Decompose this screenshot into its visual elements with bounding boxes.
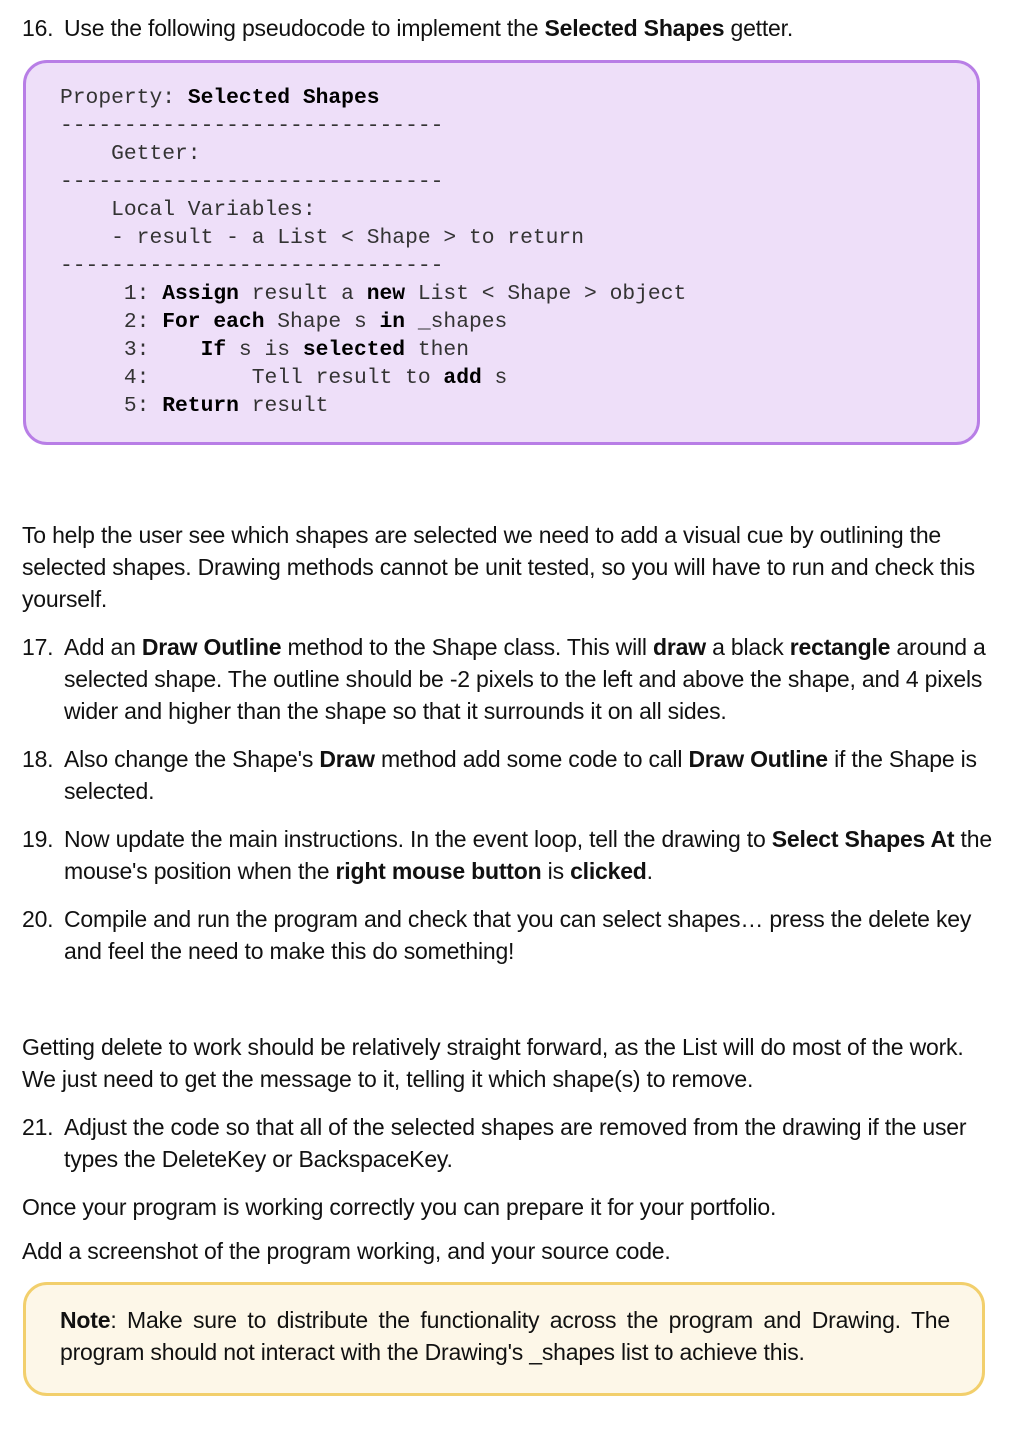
code-line-4: 4: Tell result to add s (60, 366, 508, 390)
step-21 (22, 1111, 997, 1175)
step-text-part: Use the following pseudocode to implement the (64, 15, 545, 41)
pseudocode-block (60, 84, 686, 420)
step-16 (22, 12, 997, 44)
step-17 (22, 631, 997, 727)
property-name: Selected Shapes (187, 86, 380, 110)
step-20 (22, 903, 997, 967)
step-text: Add an Draw Outline method to the Shape class. This will draw a black rectangle around a selected shape. The outline should be -2 pixels to the left and above the shape, and 4 pixels wider and higher than the shape so that it surrounds it on all sides. (64, 634, 986, 724)
local-variables-label: Local Variables: (60, 198, 316, 222)
getter-label: Getter: (60, 142, 201, 166)
note-label: Note (60, 1307, 111, 1333)
divider-line: ------------------------------ (60, 254, 444, 278)
step-text: Now update the main instructions. In the event loop, tell the drawing to Select Shapes At the mouse's position when the right mouse button is clicked. (64, 826, 992, 884)
step-18 (22, 743, 997, 807)
step-number: 17. (22, 634, 54, 660)
step-19 (22, 823, 997, 887)
screenshot-instruction: Add a screenshot of the program working, and your source code. (22, 1238, 671, 1264)
code-line-5: 5: Return result (60, 394, 329, 418)
step-number: 19. (22, 826, 54, 852)
local-variable-item: - result - a List < Shape > to return (60, 226, 584, 250)
note-text (60, 1304, 950, 1368)
code-line-2: 2: For each Shape s in _shapes (60, 310, 508, 334)
outline-intro-paragraph: To help the user see which shapes are selected we need to add a visual cue by outlining the selected shapes. Drawing methods cannot be unit tested, so you will have to run and check this yourself. (22, 522, 975, 612)
step-text-part: getter. (724, 15, 794, 41)
step-text: Also change the Shape's Draw method add some code to call Draw Outline if the Shape is selected. (64, 746, 977, 804)
step-number: 20. (22, 906, 54, 932)
step-number: 16. (22, 15, 54, 41)
code-line-1: 1: Assign result a new List < Shape > object (60, 282, 687, 306)
step-number: 21. (22, 1114, 54, 1140)
step-text: Compile and run the program and check that you can select shapes… press the delete key and feel the need to make this do something! (64, 906, 972, 964)
step-bold-term: Selected Shapes (544, 15, 725, 41)
step-text (64, 12, 997, 44)
step-text: Adjust the code so that all of the selected shapes are removed from the drawing if the user types the DeleteKey or BackspaceKey. (64, 1114, 967, 1172)
divider-line: ------------------------------ (60, 170, 444, 194)
portfolio-instruction: Once your program is working correctly you can prepare it for your portfolio. (22, 1194, 777, 1220)
step-number: 18. (22, 746, 54, 772)
note-body: : Make sure to distribute the functionality across the program and Drawing. The program should not interact with the Drawing's _shapes list to achieve this. (60, 1307, 950, 1365)
property-label: Property: (60, 86, 188, 110)
delete-intro-paragraph: Getting delete to work should be relatively straight forward, as the List will do most of the work. We just need to get the message to it, telling it which shape(s) to remove. (22, 1034, 964, 1092)
code-line-3: 3: If s is selected then (60, 338, 469, 362)
divider-line: ------------------------------ (60, 114, 444, 138)
